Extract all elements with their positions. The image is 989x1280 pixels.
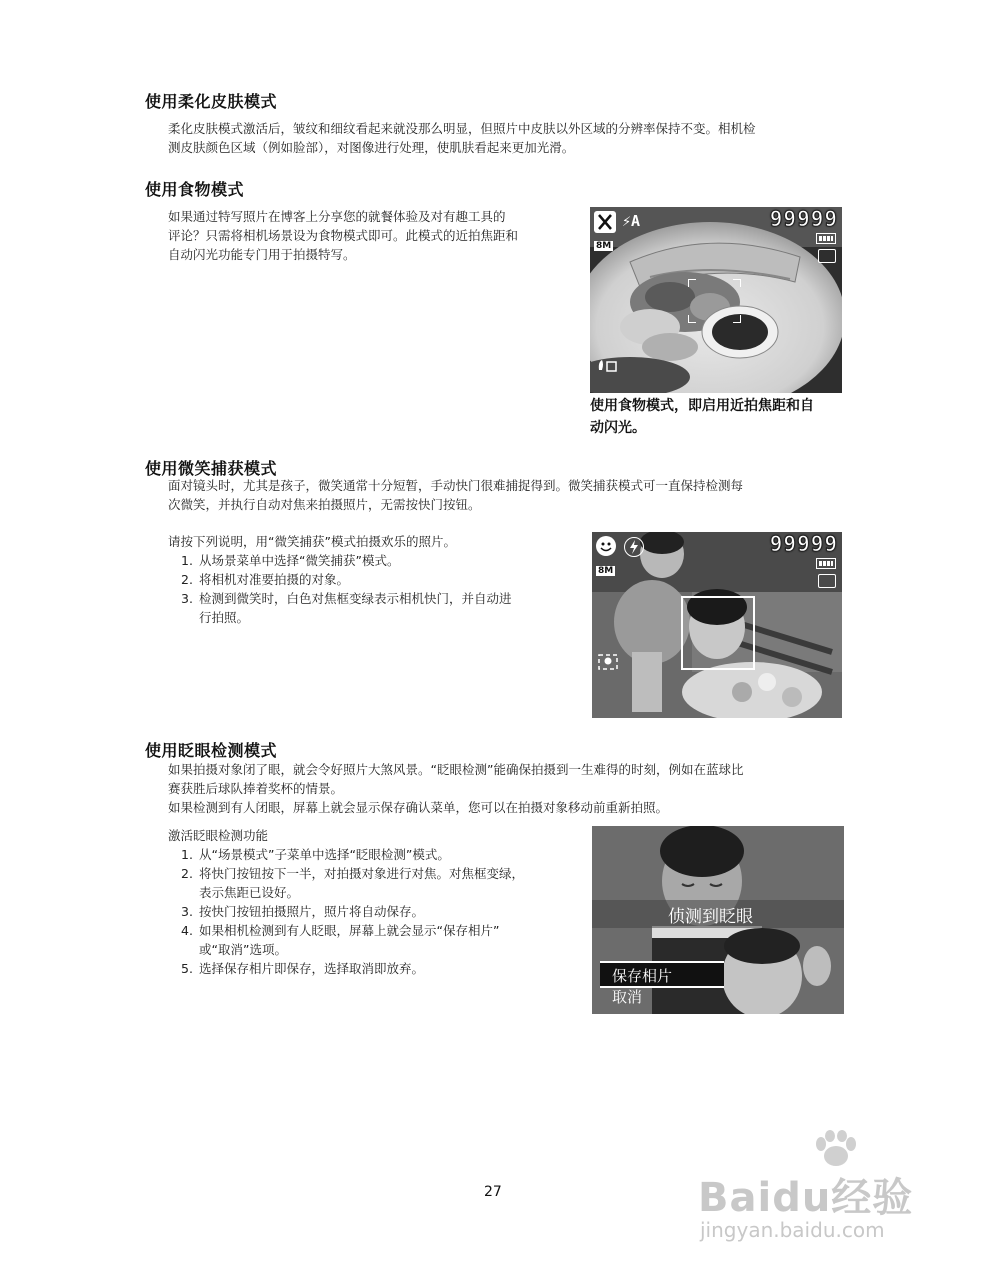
face-detect-icon [598,654,618,670]
battery-icon [816,233,836,244]
smile-camera-screen [592,532,842,718]
step-text: 从场景菜单中选择“微笑捕获”模式。 [199,553,400,568]
step-number: 4. [181,923,193,938]
flash-off-icon [624,537,644,557]
smile-title: 使用微笑捕获模式 [145,459,278,478]
step-number: 5. [181,961,193,976]
page-number: 27 [484,1184,502,1200]
focus-corner-br [733,315,741,323]
blink-step-2 [181,864,581,902]
blink-step-4 [181,921,581,959]
shots-remaining-counter: 99999 [769,207,838,231]
step-number: 1. [181,847,193,862]
step-text: 行拍照。 [199,610,250,625]
blink-line-2: 赛获胜后球队捧着奖杯的情景。 [168,781,344,796]
step-text: 表示焦距已设好。 [199,885,300,900]
watermark-brand: Baidu经验 [698,1175,914,1221]
blink-line-1: 如果拍摄对象闭了眼，就会令好照片大煞风景。“眨眼检测”能确保拍摄到一生难得的时刻，例如在蓝球比 [168,762,744,777]
step-number: 2. [181,866,193,881]
food-mode-icon [594,211,616,233]
smile-line-2: 次微笑，并执行自动对焦来拍摄照片，无需按快门按钮。 [168,497,481,512]
focus-corner-tl [688,279,696,287]
smile-body [168,476,858,514]
flash-auto-icon: ⚡A [622,212,641,230]
step-text: 将快门按钮按下一半，对拍摄对象进行对焦。对焦框变绿， [199,866,525,881]
blink-line-3: 如果检测到有人闭眼，屏幕上就会显示保存确认菜单，您可以在拍摄对象移动前重新拍照。 [168,800,669,815]
step-text: 将相机对准要拍摄的对象。 [199,572,350,587]
blink-camera-screen [592,826,844,1014]
macro-icon [596,357,618,371]
soft-skin-line-1: 柔化皮肤模式激活后，皱纹和细纹看起来就没那么明显，但照片中皮肤以外区域的分辨率保持不变。相机检 [168,121,756,136]
step-number: 3. [181,591,193,606]
battery-icon [816,558,836,569]
smile-intro: 请按下列说明，用“微笑捕获”模式拍摄欢乐的照片。 [168,534,456,549]
memory-card-icon [818,574,836,588]
food-caption [590,395,850,439]
blink-step-5 [181,959,581,978]
step-text: 检测到微笑时，白色对焦框变绿表示相机快门，并自动进 [199,591,512,606]
smile-mode-icon [596,536,616,556]
smile-step-2 [181,570,581,589]
food-line-1: 如果通过特写照片在博客上分享您的就餐体验及对有趣工具的 [168,209,506,224]
menu-item-cancel[interactable] [600,986,724,1008]
step-text: 或“取消”选项。 [199,942,287,957]
face-detection-frame [681,596,755,670]
blink-title: 使用眨眼检测模式 [145,741,278,760]
blink-intro: 激活眨眼检测功能 [168,828,269,843]
blink-step-3 [181,902,581,921]
smile-line-1: 面对镜头时，尤其是孩子，微笑通常十分短暂，手动快门很难捕捉得到。微笑捕获模式可一直保持检测每 [168,478,744,493]
step-text: 从“场景模式”子菜单中选择“眨眼检测”模式。 [199,847,450,862]
watermark-url: jingyan.baidu.com [700,1218,885,1242]
food-caption-line-2: 动闪光。 [590,420,646,436]
food-photo [590,207,842,393]
menu-item-save-label: 保存相片 [612,967,673,985]
focus-corner-bl [688,315,696,323]
food-camera-screen [590,207,842,393]
smile-step-3 [181,589,581,627]
image-size-icon: 8M [598,566,614,576]
memory-card-icon [818,249,836,263]
food-title: 使用食物模式 [145,180,245,199]
step-number: 1. [181,553,193,568]
menu-item-save-photo[interactable] [600,961,724,988]
soft-skin-line-2: 测皮肤颜色区域（例如脸部），对图像进行处理，使肌肤看起来更加光滑。 [168,140,575,155]
step-text: 按快门按钮拍摄照片，照片将自动保存。 [199,904,425,919]
step-text: 选择保存相片即保存，选择取消即放弃。 [199,961,425,976]
blink-steps [181,845,581,978]
blink-step-1 [181,845,581,864]
step-number: 2. [181,572,193,587]
smile-step-1 [181,551,581,570]
soft-skin-body [168,119,858,157]
menu-item-cancel-label: 取消 [612,988,643,1006]
step-number: 3. [181,904,193,919]
baidu-watermark [698,1130,938,1250]
food-caption-line-1: 使用食物模式，即启用近拍焦距和自 [590,398,814,414]
focus-corner-tr [733,279,741,287]
food-line-3: 自动闪光功能专门用于拍摄特写。 [168,247,356,262]
shots-remaining-counter: 99999 [769,532,838,556]
image-size-icon: 8M [596,241,612,251]
step-text: 如果相机检测到有人眨眼，屏幕上就会显示“保存相片” [199,923,500,938]
smile-steps [181,551,581,627]
blink-detected-message: 侦测到眨眼 [668,907,753,927]
food-body [168,207,578,264]
paw-logo-icon [806,1130,866,1170]
blink-body [168,760,868,817]
food-line-2: 评论？只需将相机场景设为食物模式即可。此模式的近拍焦距和 [168,228,519,243]
soft-skin-title: 使用柔化皮肤模式 [145,92,278,111]
